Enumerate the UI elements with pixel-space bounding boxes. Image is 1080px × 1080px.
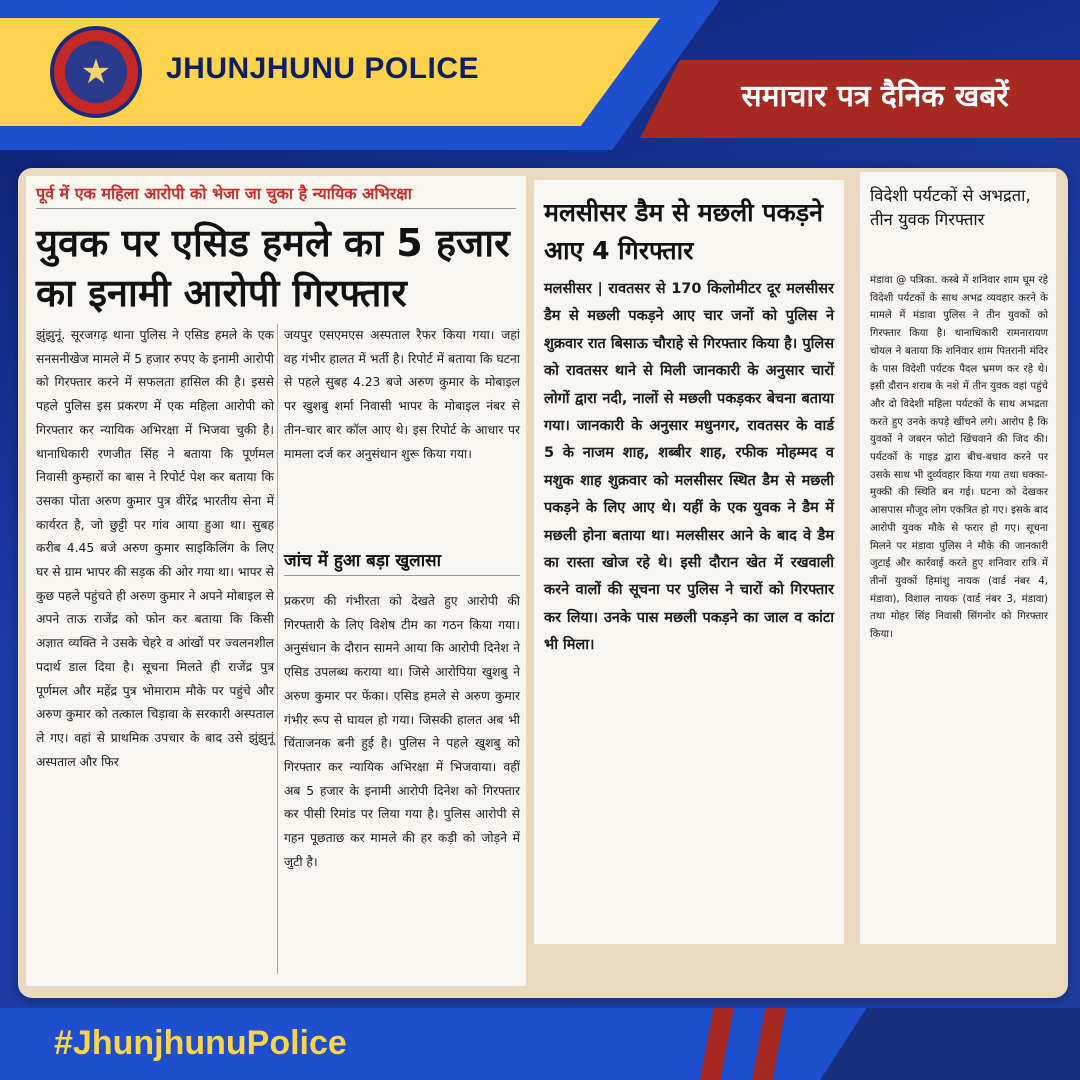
- article-kicker: पूर्व में एक महिला आरोपी को भेजा जा चुका है न्यायिक अभिरक्षा: [36, 182, 516, 209]
- article-subhead: जांच में हुआ बड़ा खुलासा: [284, 548, 520, 576]
- article-headline: मलसीसर डैम से मछली पकड़ने आए 4 गिरफ्तार: [544, 198, 823, 265]
- brand-title: JHUNJHUNU POLICE: [166, 52, 480, 85]
- article-body: मंडावा @ पत्रिका. कस्बे में शनिवार शाम घूम रहे विदेशी पर्यटकों के साथ अभद्र व्यवहार करने के मामले में मंडावा पुलिस ने तीन युवकों को गिरफ्तार किया है। थानाधिकारी रामनारायण चोयल ने बताया कि शनिवार शाम पितरानी मंदिर के पास विदेशी पर्यटक पैदल भ्रमण कर रहे थे। इसी दौरान शराब के नशे में तीन युवक वहां पहुंचे और दो विदेशी महिला पर्यटकों के साथ अभद्रता करते हुए उनके कपड़े खींचने लगे। आरोप है कि युवकों ने जबरन फोटो खिंचवाने की जिद की। पर्यटकों के गाइड द्वारा बीच-बचाव करने पर उसके साथ भी दुर्व्यवहार किया गया तथा धक्का-मुक्की की स्थिति बन गई। घटना को देखकर आसपास मौजूद लोग एकत्रित हो गए। इसके बाद आरोपी युवक मौके से फरार हो गए। सूचना मिलने पर मंडावा पुलिस ने मौके की जानकारी जुटाई और कार्रवाई करते हुए शनिवार रात्रि में तीनों युवकों हिमांशु नायक (वार्ड नंबर 4, मंडावा), विशाल नायक (वार्ड नंबर 3, मंडावा) तथा मोहर सिंह निवासी सिंगनोर को गिरफ्तार किया।: [870, 275, 1048, 641]
- article-headline: युवक पर एसिड हमले का 5 हजार का इनामी आरोपी गिरफ्तार: [36, 221, 510, 315]
- article-acid-attack: [26, 176, 526, 986]
- article-body: मलसीसर | रावतसर से 170 किलोमीटर दूर मलसीसर डैम से मछली पकड़ने आए चार जनों को पुलिस ने शुक्रवार रात बिसाऊ चौराहे से गिरफ्तार किया है। पुलिस को रावतसर थाने से मिली जानकारी के अनुसार चारों लोगों द्वारा नदी, नालों से मछली पकड़कर बेचना बताया गया। जानकारी के अनुसार मधुनगर, रावतसर के वार्ड 5 के नाजम शाह, शब्बीर शाह, रफीक मोहम्मद व मशुक शाह शुक्रवार को मलसीसर स्थित डैम से मछली पकड़ने के लिए आए थे। यहीं के एक युवक ने डैम में मछली होना बताया था। मलसीसर आने के बाद वे डैम का रास्ता खोज रहे थे। इसी दौरान खेत में रखवाली करने वालों की सूचना पर पुलिस ने चारों को गिरफ्तार कर लिया। उनके पास मछली पकड़ने का जाल व कांटा भी मिला।: [544, 281, 834, 654]
- article-malsisar-dam: [534, 180, 844, 944]
- newspaper-clippings: [18, 168, 1068, 998]
- column-divider: [277, 324, 278, 974]
- article-foreign-tourists: [860, 172, 1056, 944]
- article-body-right: जयपुर एसएमएस अस्पताल रैफर किया गया। जहां वह गंभीर हालत में भर्ती है। रिपोर्ट में बताया कि घटना से पहले सुबह 4.23 बजे अरुण कुमार के मोबाइल पर खुशबु शर्मा निवासी भापर के मोबाइल नंबर से तीन-चार बार कॉल आए थे। इस रिपोर्ट के आधार पर मामला दर्ज कर अनुसंधान शुरू किया गया।: [284, 328, 520, 461]
- banner-title: समाचार पत्र दैनिक खबरें: [741, 79, 1009, 114]
- article-body-left: झुंझुनूं. सूरजगढ़ थाना पुलिस ने एसिड हमले के एक सनसनीखेज मामले में 5 हजार रुपए के इनामी आरोपी को गिरफ्तार करने में सफलता हासिल की है। इससे पहले पुलिस इस प्रकरण में एक महिला आरोपी को गिरफ्तार कर न्यायिक अभिरक्षा में भिजवा चुकी है। थानाधिकारी रणजीत सिंह ने बताया कि पूर्णमल निवासी कुम्हारों का बास ने रिपोर्ट पेश कर बताया कि उसका पोता अरुण कुमार पुत्र वीरेंद्र भारतीय सेना में कार्यरत है, जो छुट्टी पर गांव आया हुआ था। सुबह करीब 4.45 बजे अरुण कुमार साइकिलिंग के लिए घर से ग्राम भापर की सड़क की ओर गया था। भापर से कुछ पहले पहुंचते ही अरुण कुमार ने अपने मोबाइल से अपने ताऊ राजेंद्र को फोन कर बताया कि किसी अज्ञात व्यक्ति ने उसके चेहरे व आंखों पर ज्वलनशील पदार्थ डाल दिया है। सूचना मिलते ही राजेंद्र पुत्र पूर्णमल और महेंद्र पुत्र भोमाराम मौके पर पहुंचे और अरुण कुमार को तत्काल चिड़ावा के सरकारी अस्पताल ले गए। वहां से प्राथमिक उपचार के बाद उसे झुंझुनूं अस्पताल और फिर: [36, 328, 274, 769]
- police-logo: [50, 26, 142, 118]
- footer-hashtag: #JhunjhunuPolice: [54, 1024, 347, 1062]
- rajasthan-police-emblem-icon: ★: [65, 41, 127, 103]
- article-headline: विदेशी पर्यटकों से अभद्रता, तीन युवक गिरफ्तार: [870, 186, 1031, 229]
- article-body-right-continued: प्रकरण की गंभीरता को देखते हुए आरोपी की गिरफ्तारी के लिए विशेष टीम का गठन किया गया। अनुसंधान के दौरान सामने आया कि आरोपी दिनेश ने एसिड उपलब्ध कराया था। जिसे आरोपिया खुशबु ने अरुण कुमार पर फेंका। एसिड हमले से अरुण कुमार गंभीर रूप से घायल हो गया। जिसकी हालत अब भी चिंताजनक बनी हुई है। पुलिस ने पहले खुशबु को गिरफ्तार कर न्यायिक अभिरक्षा में भिजवाया। वहीं अब 5 हजार के इनामी आरोपी दिनेश को गिरफ्तार कर पीसी रिमांड पर लिया गया है। पुलिस आरोपी से गहन पूछताछ कर मामले की हर कड़ी को जोड़ने में जुटी है।: [284, 594, 520, 869]
